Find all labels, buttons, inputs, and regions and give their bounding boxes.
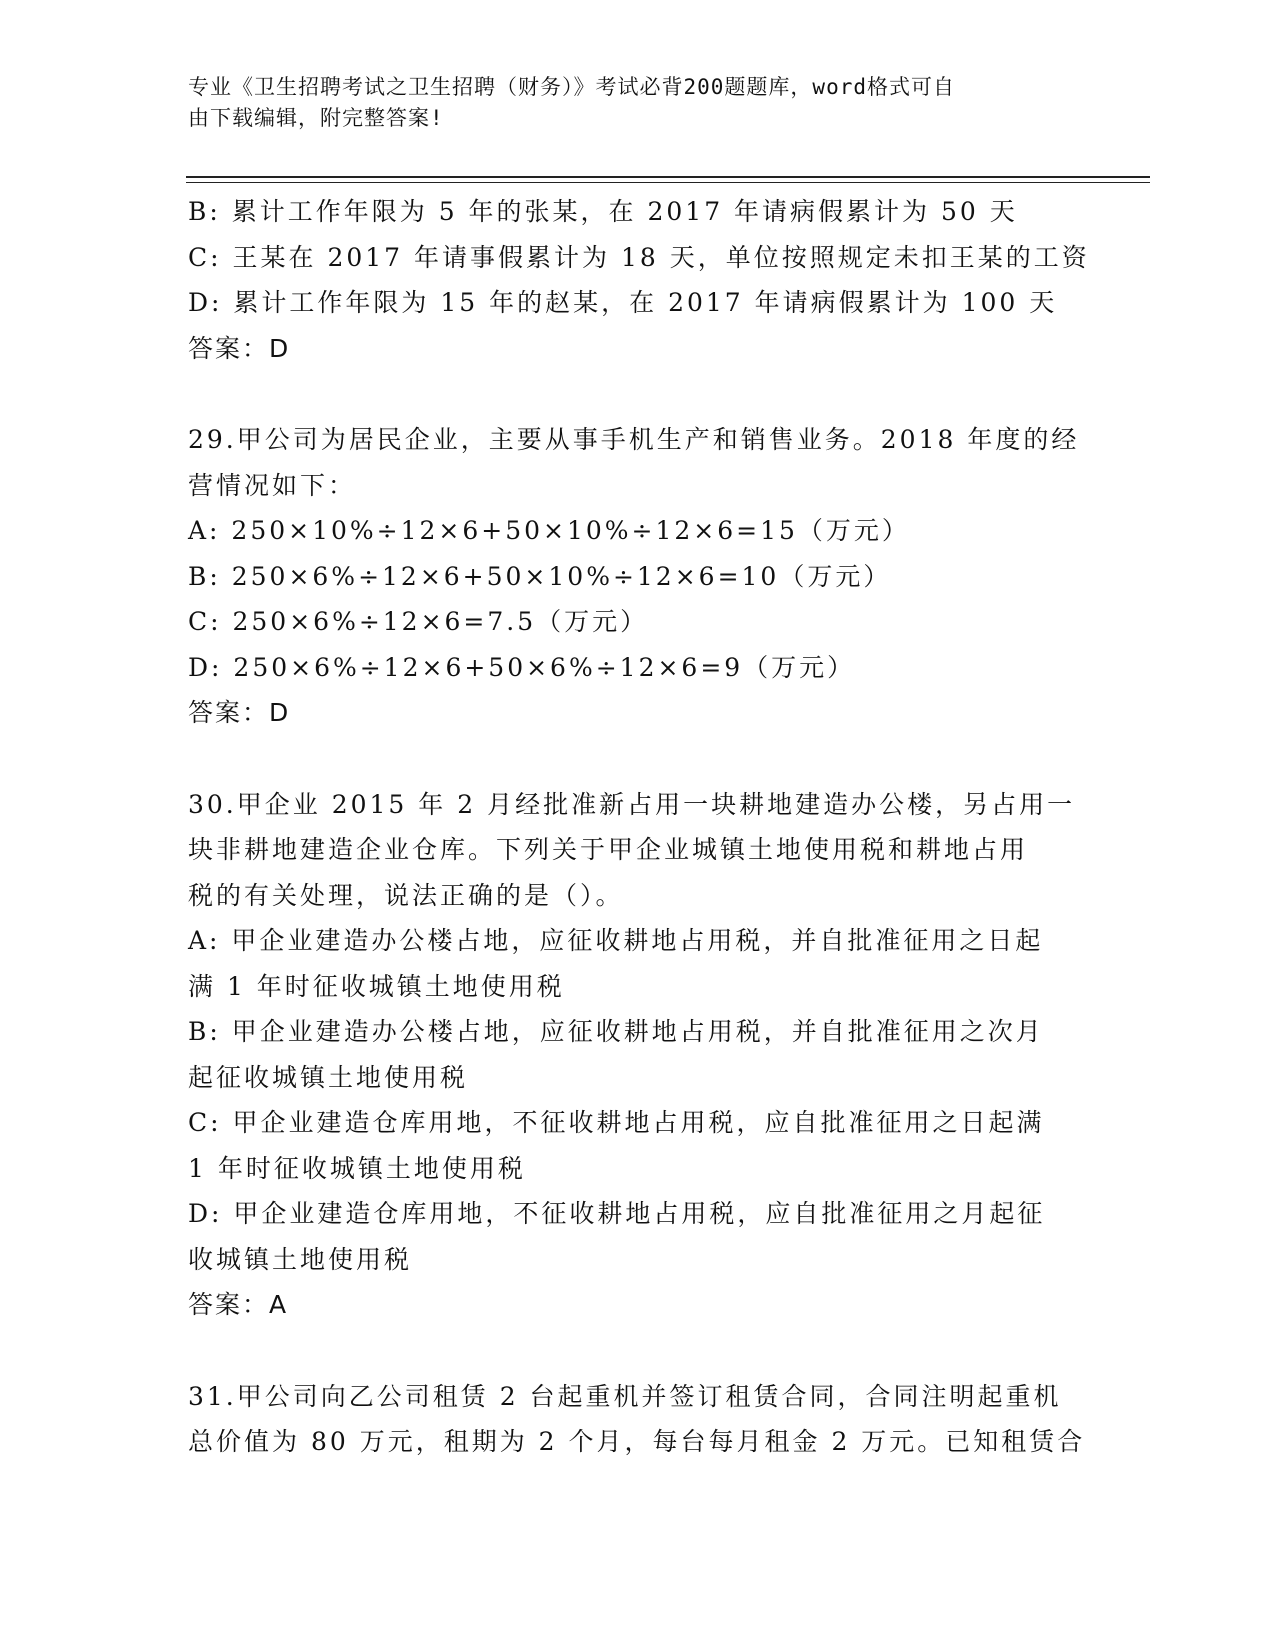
q31-stem-line-1: 31.甲公司向乙公司租赁 2 台起重机并签订租赁合同，合同注明起重机 <box>188 1381 1062 1411</box>
q28-option-c: C: 王某在 2017 年请事假累计为 18 天，单位按照规定未扣王某的工资 <box>188 242 1090 272</box>
spacer <box>188 371 1078 417</box>
q30-stem-line-3: 税的有关处理，说法正确的是（）。 <box>188 880 624 910</box>
q29-stem-line-1: 29.甲公司为居民企业，主要从事手机生产和销售业务。2018 年度的经 <box>188 425 1080 454</box>
header-line-2: 由下载编辑，附完整答案! <box>188 106 444 130</box>
header-line-1: 专业《卫生招聘考试之卫生招聘（财务）》考试必背200题题库，word格式可自 <box>188 75 955 99</box>
spacer <box>188 736 1078 782</box>
q30-option-b-line-1: B: 甲企业建造办公楼占地，应征收耕地占用税，并自批准征用之次月 <box>188 1017 1044 1046</box>
q30-answer: 答案：A <box>188 1290 289 1319</box>
q31-stem-line-2: 总价值为 80 万元，租期为 2 个月，每台每月租金 2 万元。已知租赁合 <box>188 1427 1086 1456</box>
q30-option-a-line-2: 满 1 年时征收城镇土地使用税 <box>188 971 565 1001</box>
q30-option-d-line-1: D: 甲企业建造仓库用地，不征收耕地占用税，应自批准征用之月起征 <box>188 1199 1046 1228</box>
q28-option-d: D: 累计工作年限为 15 年的赵某，在 2017 年请病假累计为 100 天 <box>188 288 1058 317</box>
header-divider-thin <box>186 182 1150 183</box>
question-31 <box>188 1374 1086 1465</box>
q28-option-b: B: 累计工作年限为 5 年的张某，在 2017 年请病假累计为 50 天 <box>188 197 1018 226</box>
spacer <box>188 1328 1078 1374</box>
q30-option-a-line-1: A: 甲企业建造办公楼占地，应征收耕地占用税，并自批准征用之日起 <box>188 926 1044 955</box>
q30-stem-line-1: 30.甲企业 2015 年 2 月经批准新占用一块耕地建造办公楼，另占用一 <box>188 789 1076 819</box>
q30-option-d-line-2: 收城镇土地使用税 <box>188 1244 413 1274</box>
q29-option-d: D: 250×6%÷12×6+50×6%÷12×6=9（万元） <box>188 652 856 682</box>
q30-option-c-line-2: 1 年时征收城镇土地使用税 <box>188 1153 526 1183</box>
q28-answer: 答案：D <box>188 333 291 363</box>
document-body <box>188 189 1090 1465</box>
q29-option-c: C: 250×6%÷12×6=7.5（万元） <box>188 607 649 636</box>
q30-option-b-line-2: 起征收城镇土地使用税 <box>188 1062 469 1092</box>
question-29 <box>188 417 1078 736</box>
question-28 <box>188 189 1090 371</box>
q29-option-a: A: 250×10%÷12×6+50×10%÷12×6=15（万元） <box>188 516 910 545</box>
q29-option-b: B: 250×6%÷12×6+50×10%÷12×6=10（万元） <box>188 561 892 591</box>
question-30 <box>188 782 1078 1328</box>
header-divider-thick <box>186 176 1150 178</box>
q30-stem-line-2: 块非耕地建造企业仓库。下列关于甲企业城镇土地使用税和耕地占用 <box>188 835 1029 864</box>
document-header <box>188 72 1068 134</box>
q30-option-c-line-1: C: 甲企业建造仓库用地，不征收耕地占用税，应自批准征用之日起满 <box>188 1108 1045 1137</box>
q29-answer: 答案：D <box>188 698 291 727</box>
q29-stem-line-2: 营情况如下： <box>188 470 357 500</box>
